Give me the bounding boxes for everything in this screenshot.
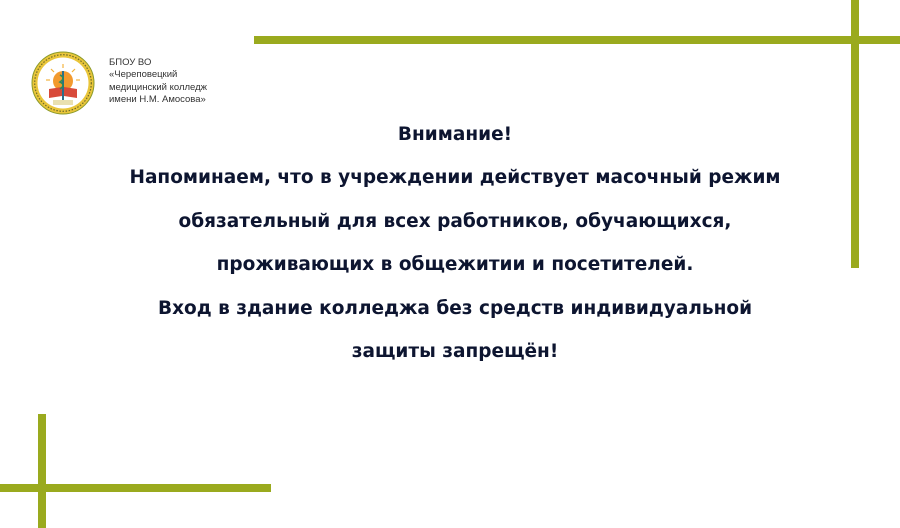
notice-line: Вход в здание колледжа без средств индивидуальной [157, 297, 753, 319]
top-right-horizontal-line [254, 36, 900, 44]
organization-name [109, 57, 207, 106]
notice-message [0, 113, 900, 373]
org-line: «Череповецкий [109, 69, 178, 81]
bottom-left-vertical-line [38, 414, 46, 528]
org-line: медицинский колледж [109, 81, 208, 93]
college-emblem-icon [31, 51, 95, 115]
notice-heading: Внимание! [397, 124, 513, 145]
org-line: БПОУ ВО [109, 57, 152, 68]
org-line: имени Н.М. Амосова» [109, 93, 206, 105]
notice-line: проживающих в общежитии и посетителей. [216, 254, 694, 276]
notice-line: Напоминаем, что в учреждении действует масочный режим [129, 167, 781, 189]
notice-line: обязательный для всех работников, обучающихся, [178, 210, 732, 232]
notice-line: защиты запрещён! [351, 340, 559, 362]
